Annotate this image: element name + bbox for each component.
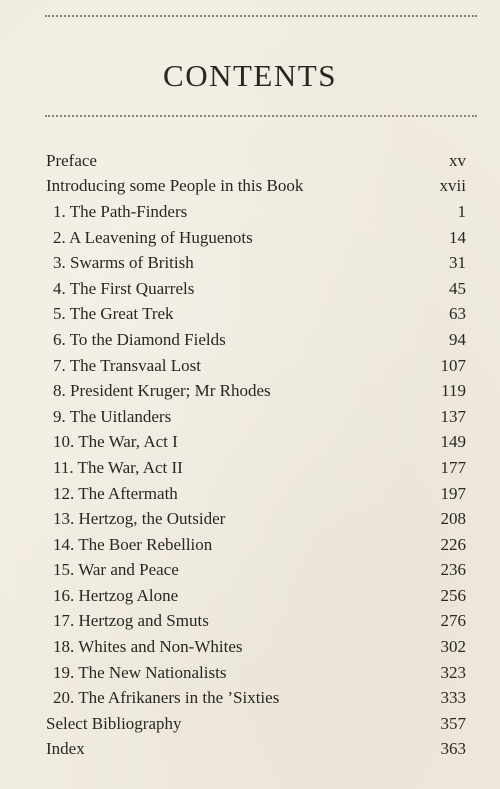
toc-entry-title: 13. Hertzog, the Outsider xyxy=(53,509,226,529)
toc-entry xyxy=(46,583,466,609)
toc-entry xyxy=(46,506,466,532)
toc-entry xyxy=(46,685,466,711)
toc-entry xyxy=(46,174,466,200)
toc-entry xyxy=(46,430,466,456)
toc-entry xyxy=(46,250,466,276)
toc-entry-title: 14. The Boer Rebellion xyxy=(53,534,213,554)
toc-entry xyxy=(46,737,466,763)
top-dotted-rule xyxy=(45,15,477,17)
toc-entry-page-number: 363 xyxy=(440,739,466,759)
toc-entry-page-number: 107 xyxy=(440,355,466,375)
toc-entry-title: 4. The First Quarrels xyxy=(53,278,195,298)
toc-entry-page-number: 256 xyxy=(440,585,466,605)
toc-entry-page-number: 357 xyxy=(440,713,466,733)
toc-entry-title: 17. Hertzog and Smuts xyxy=(53,611,209,631)
toc-entry-page-number: 63 xyxy=(449,304,466,324)
toc-entry-page-number: xvii xyxy=(439,176,466,196)
toc-entry-page-number: 14 xyxy=(449,227,466,247)
toc-entry-page-number: 302 xyxy=(440,637,466,657)
toc-entry-title: 7. The Transvaal Lost xyxy=(53,355,201,375)
toc-entry-page-number: 197 xyxy=(440,483,466,503)
toc-entry-page-number: 323 xyxy=(440,662,466,682)
toc-entry-title: 12. The Aftermath xyxy=(53,483,178,503)
toc-entry xyxy=(46,225,466,251)
title-dotted-rule xyxy=(45,115,477,117)
toc-entry xyxy=(46,660,466,686)
toc-entry-page-number: 31 xyxy=(449,253,466,273)
toc-entry-title: 18. Whites and Non-Whites xyxy=(53,637,243,657)
toc-entry-title: 19. The New Nationalists xyxy=(53,662,227,682)
table-of-contents xyxy=(46,148,466,762)
toc-entry xyxy=(46,634,466,660)
toc-entry-page-number: 119 xyxy=(441,381,466,401)
toc-entry-title: 1. The Path-Finders xyxy=(53,201,188,221)
toc-entry xyxy=(46,558,466,584)
toc-entry-page-number: 276 xyxy=(440,611,466,631)
toc-entry-page-number: 45 xyxy=(449,278,466,298)
toc-entry-title: 5. The Great Trek xyxy=(53,304,174,324)
toc-entry-page-number: xv xyxy=(449,150,466,170)
toc-entry-title: Index xyxy=(46,739,85,759)
toc-entry-title: 6. To the Diamond Fields xyxy=(53,329,226,349)
toc-entry-title: 9. The Uitlanders xyxy=(53,406,172,426)
toc-entry xyxy=(46,276,466,302)
toc-entry xyxy=(46,404,466,430)
toc-entry-title: 10. The War, Act I xyxy=(53,432,178,452)
toc-entry-page-number: 94 xyxy=(449,329,466,349)
toc-entry-title: 15. War and Peace xyxy=(53,560,179,580)
toc-entry-title: 11. The War, Act II xyxy=(53,457,183,477)
toc-entry-title: 16. Hertzog Alone xyxy=(53,585,179,605)
toc-entry-title: Introducing some People in this Book xyxy=(46,176,304,196)
toc-entry xyxy=(46,532,466,558)
toc-entry xyxy=(46,378,466,404)
toc-entry-title: Select Bibliography xyxy=(46,713,182,733)
toc-entry xyxy=(46,481,466,507)
toc-entry-page-number: 226 xyxy=(440,534,466,554)
toc-entry-title: 8. President Kruger; Mr Rhodes xyxy=(53,381,271,401)
toc-entry-title: Preface xyxy=(46,150,97,170)
toc-entry xyxy=(46,455,466,481)
toc-entry xyxy=(46,148,466,174)
toc-entry-page-number: 1 xyxy=(457,201,466,221)
page-title: CONTENTS xyxy=(163,58,337,93)
toc-entry-page-number: 149 xyxy=(440,432,466,452)
toc-entry xyxy=(46,327,466,353)
toc-entry xyxy=(46,199,466,225)
toc-entry-title: 3. Swarms of British xyxy=(53,253,194,273)
toc-entry-page-number: 333 xyxy=(440,688,466,708)
toc-entry-title: 2. A Leavening of Huguenots xyxy=(53,227,253,247)
toc-entry-page-number: 137 xyxy=(440,406,466,426)
toc-entry xyxy=(46,353,466,379)
toc-entry xyxy=(46,711,466,737)
toc-entry xyxy=(46,609,466,635)
toc-entry-page-number: 177 xyxy=(440,457,466,477)
toc-entry xyxy=(46,302,466,328)
toc-entry-title: 20. The Afrikaners in the ’Sixties xyxy=(53,688,280,708)
toc-entry-page-number: 208 xyxy=(440,509,466,529)
toc-entry-page-number: 236 xyxy=(440,560,466,580)
